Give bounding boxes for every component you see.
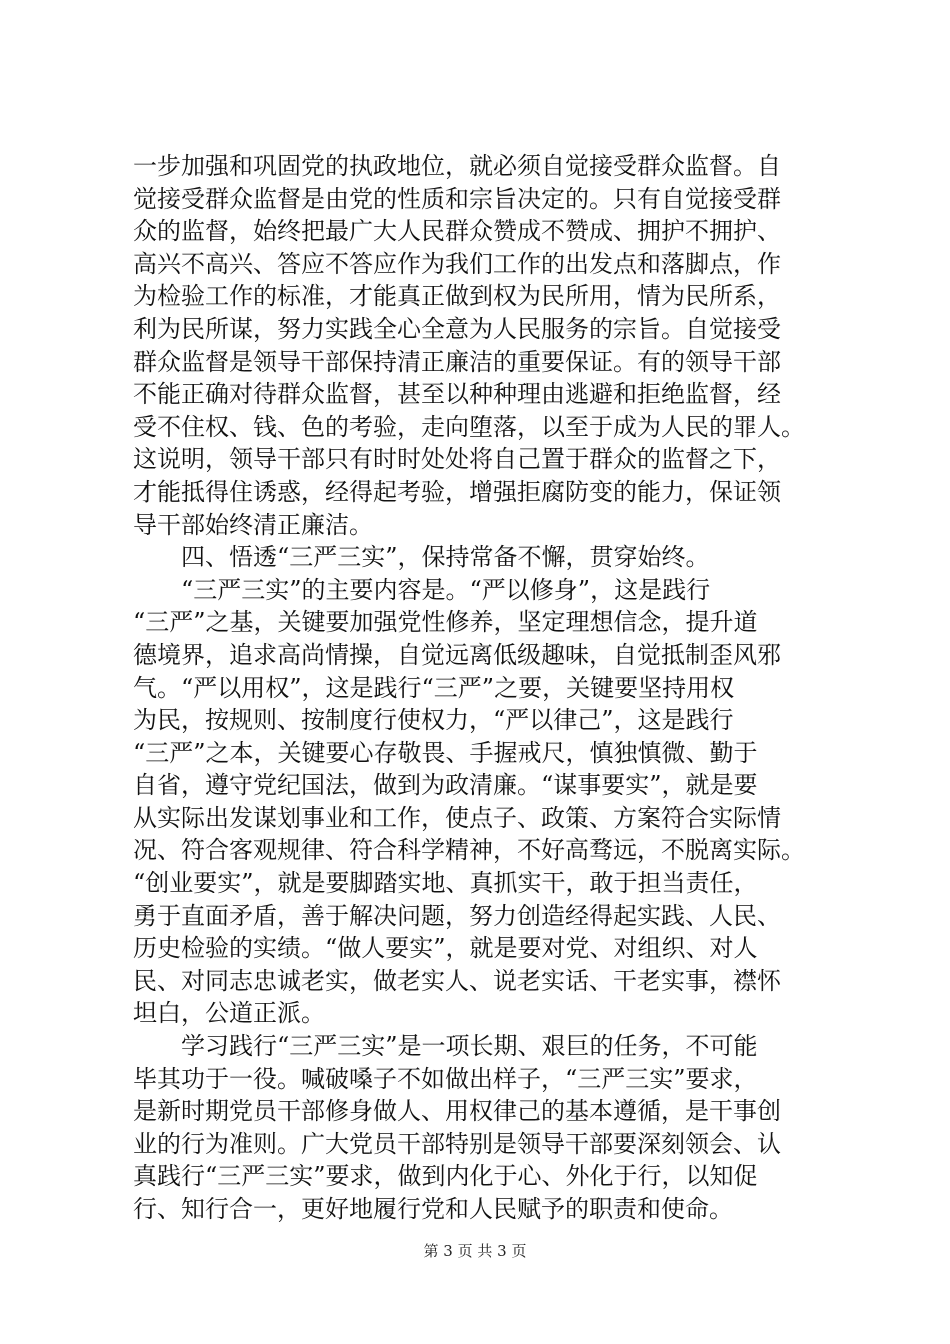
- text-line: 历史检验的实绩。“做人要实”，就是要对党、对组织、对人: [133, 934, 758, 963]
- text-line: “三严”之基，关键要加强党性修养，坚定理想信念，提升道: [133, 608, 758, 637]
- text-line: 群众监督是领导干部保持清正廉洁的重要保证。有的领导干部: [133, 347, 781, 376]
- text-line: 德境界，追求高尚情操，自觉远离低级趣味，自觉抵制歪风邪: [133, 640, 781, 669]
- text-line: 这说明，领导干部只有时时处处将自己置于群众的监督之下，: [133, 445, 781, 474]
- text-line: 不能正确对待群众监督，甚至以种种理由逃避和拒绝监督，经: [133, 380, 781, 409]
- text-line: “三严”之本，关键要心存敬畏、手握戒尺，慎独慎微、勤于: [133, 738, 758, 767]
- text-line: 导干部始终清正廉洁。: [133, 510, 373, 539]
- text-line: 坦白，公道正派。: [133, 999, 325, 1028]
- text-line: 觉接受群众监督是由党的性质和宗旨决定的。只有自觉接受群: [133, 184, 781, 213]
- text-line: 高兴不高兴、答应不答应作为我们工作的出发点和落脚点，作: [133, 249, 781, 278]
- text-line: 气。“严以用权”，这是践行“三严”之要，关键要坚持用权: [133, 673, 735, 702]
- text-line: 从实际出发谋划事业和工作，使点子、政策、方案符合实际情: [133, 803, 781, 832]
- text-line: 利为民所谋，努力实践全心全意为人民服务的宗旨。自觉接受: [133, 314, 781, 343]
- text-line: 况、符合客观规律、符合科学精神，不好高骛远，不脱离实际。: [133, 836, 805, 865]
- page-footer: 第 3 页 共 3 页: [423, 1242, 527, 1260]
- text-line: 行、知行合一，更好地履行党和人民赋予的职责和使命。: [133, 1195, 733, 1223]
- text-line: 受不住权、钱、色的考验，走向堕落，以至于成为人民的罪人。: [133, 412, 805, 441]
- text-line: 勇于直面矛盾，善于解决问题，努力创造经得起实践、人民、: [133, 901, 781, 930]
- text-line: 为检验工作的标准，才能真正做到权为民所用，情为民所系，: [133, 282, 781, 311]
- text-line: 才能抵得住诱惑，经得起考验，增强拒腐防变的能力，保证领: [133, 477, 781, 506]
- text-line: 真践行“三严三实”要求，做到内化于心、外化于行，以知促: [133, 1162, 758, 1191]
- text-line: 一步加强和巩固党的执政地位，就必须自觉接受群众监督。自: [133, 152, 781, 180]
- document-body: [133, 150, 833, 1226]
- text-line: “创业要实”，就是要脚踏实地、真抓实干，敢于担当责任，: [133, 869, 758, 898]
- text-line: 为民，按规则、按制度行使权力，“严以律己”，这是践行: [133, 706, 734, 735]
- text-line: “三严三实”的主要内容是。“严以修身”，这是践行: [133, 575, 711, 604]
- text-line: 四、悟透“三严三实”，保持常备不懈，贯穿始终。: [133, 543, 710, 572]
- text-line: 众的监督，始终把最广大人民群众赞成不赞成、拥护不拥护、: [133, 217, 781, 246]
- text-line: 学习践行“三严三实”是一项长期、艰巨的任务，不可能: [133, 1032, 758, 1061]
- text-line: 民、对同志忠诚老实，做老实人、说老实话、干老实事，襟怀: [133, 966, 781, 995]
- text-line: 毕其功于一役。喊破嗓子不如做出样子，“三严三实”要求，: [133, 1064, 758, 1093]
- text-line: 是新时期党员干部修身做人、用权律己的基本遵循，是干事创: [133, 1097, 781, 1126]
- text-line: 自省，遵守党纪国法，做到为政清廉。“谋事要实”，就是要: [133, 771, 758, 800]
- text-line: 业的行为准则。广大党员干部特别是领导干部要深刻领会、认: [133, 1129, 781, 1158]
